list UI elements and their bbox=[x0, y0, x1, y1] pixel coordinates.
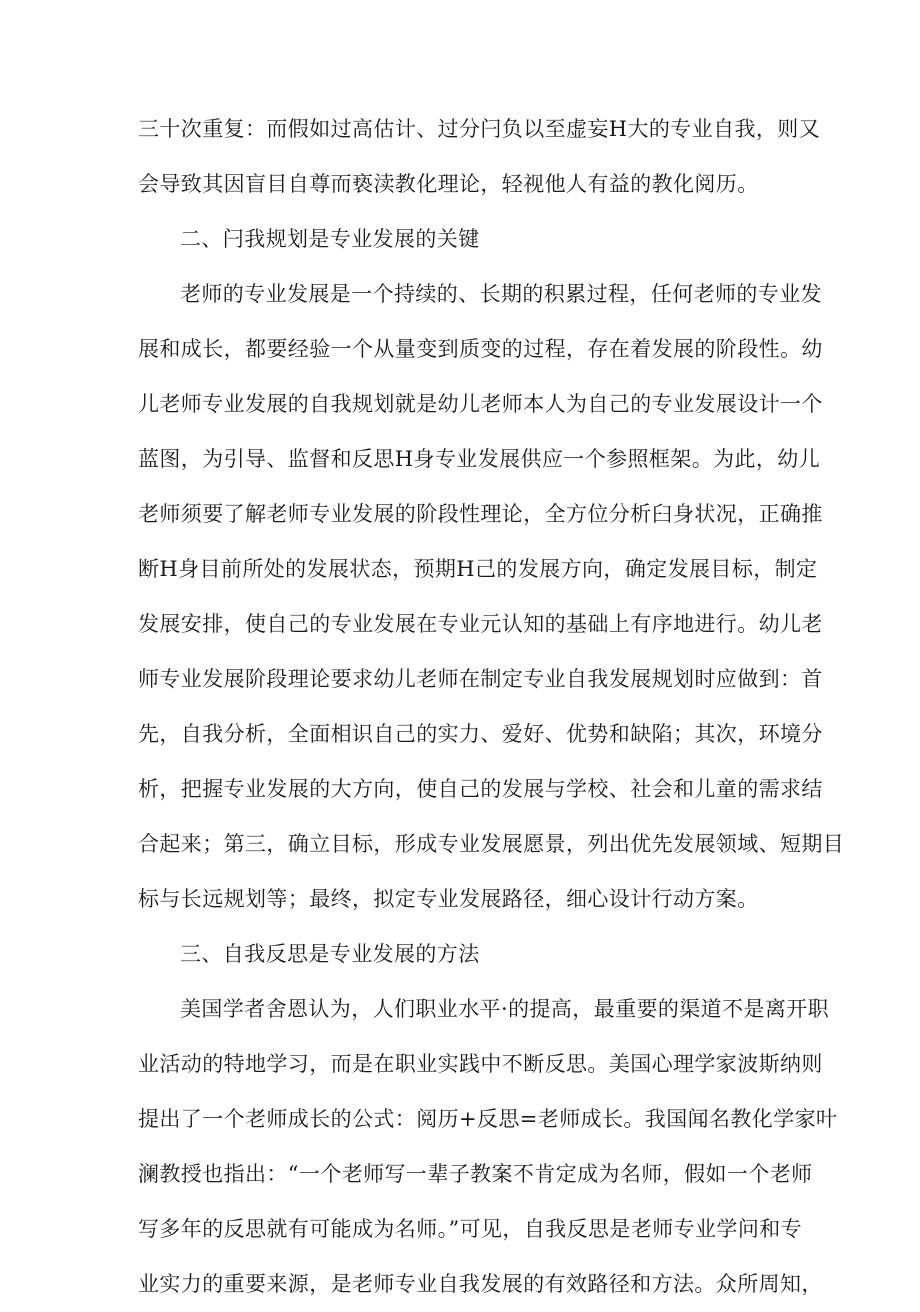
text-line: 先，自我分析，全面相识自己的实力、爱好、优势和缺陷；其次，环境分 bbox=[138, 722, 823, 746]
text-line: 蓝图，为引导、监督和反思H身专业发展供应一个参照框架。为此，幼儿 bbox=[138, 447, 821, 471]
text-line: 写多年的反思就有可能成为名师。”可见，自我反思是老师专业学问和专 bbox=[138, 1217, 803, 1241]
text-line: 会导致其因盲目自尊而亵渎教化理论，轻视他人有益的教化阅历。 bbox=[138, 172, 759, 196]
text-line: 提出了一个老师成长的公式：阅历+反思=老师成长。我国闻名教化学家叶 bbox=[138, 1107, 838, 1131]
text-line: 析，把握专业发展的大方向，使自己的发展与学校、社会和儿童的需求结 bbox=[138, 777, 823, 801]
text-line: 老师须要了解老师专业发展的阶段性理论，全方位分析臼身状况，正确推 bbox=[138, 502, 823, 526]
text-line: 老师的专业发展是一个持续的、长期的积累过程，任何老师的专业发 bbox=[180, 282, 822, 306]
text-line: 三十次重复：而假如过高估计、过分闩负以至虚妄H大的专业自我，则又 bbox=[138, 117, 821, 141]
text-line: 澜教授也指出：“一个老师写一辈子教案不肯定成为名师，假如一个老师 bbox=[138, 1162, 813, 1186]
text-line: 儿老师专业发展的自我规划就是幼儿老师本人为自己的专业发展设计一个 bbox=[138, 392, 823, 416]
document-body bbox=[138, 102, 845, 1312]
text-line: 业活动的特地学习，而是在职业实践中不断反思。美国心理学家波斯纳则 bbox=[138, 1052, 823, 1076]
text-line: 合起来；第三，确立目标，形成专业发展愿景，列出优先发展领域、短期目 bbox=[138, 832, 845, 856]
text-line: 展和成长，都要经验一个从量变到质变的过程，存在着发展的阶段性。幼 bbox=[138, 337, 823, 361]
text-line: 标与长远规划等；最终，拟定专业发展路径，细心设计行动方案。 bbox=[138, 887, 759, 911]
text-line: 发展安排，使自己的专业发展在专业元认知的基础上有序地进行。幼儿老 bbox=[138, 612, 823, 636]
text-line: 断H身目前所处的发展状态，预期H己的发展方向，确定发展目标，制定 bbox=[138, 557, 818, 581]
text-line: 业实力的重要来源，是老师专业自我发展的有效路径和方法。众所周知， bbox=[138, 1272, 823, 1296]
text-line: 美国学者舍恩认为，人们职业水平·的提高，最重要的渠道不是离开职 bbox=[180, 997, 830, 1021]
text-line: 二、闩我规划是专业发展的关键 bbox=[180, 227, 480, 251]
text-line: 师专业发展阶段理论要求幼儿老师在制定专业自我发展规划时应做到：首 bbox=[138, 667, 823, 691]
text-line: 三、自我反思是专业发展的方法 bbox=[180, 942, 480, 966]
